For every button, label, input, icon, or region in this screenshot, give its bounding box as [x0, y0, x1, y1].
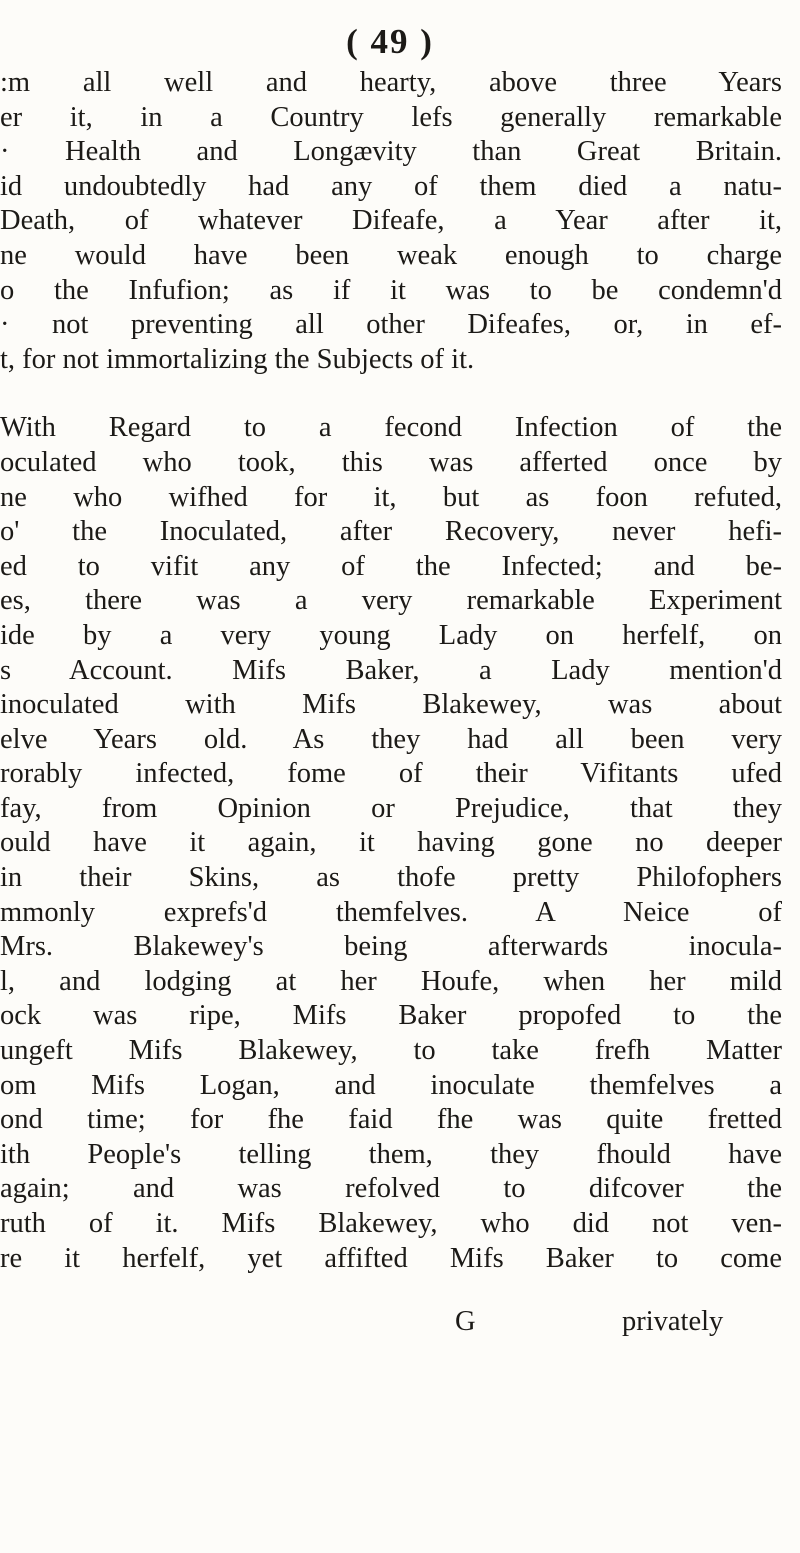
text-line: ide by a very young Lady on herfelf, on [0, 619, 782, 651]
text-line: ith People's telling them, they fhould have [0, 1138, 782, 1170]
text-line: er it, in a Country lefs generally remarkable [0, 101, 782, 133]
text-line: o' the Inoculated, after Recovery, never hefi- [0, 516, 782, 548]
text-line: Mrs. Blakewey's being afterwards inocula- [0, 931, 782, 963]
text-line: mmonly exprefs'd themfelves. A Neice of [0, 896, 782, 928]
text-line: re it herfelf, yet affifted Mifs Baker to come [0, 1242, 782, 1274]
text-line: elve Years old. As they had all been very [0, 723, 782, 755]
text-line: t, for not immortalizing the Subjects of it. [0, 343, 475, 375]
text-line: es, there was a very remarkable Experiment [0, 585, 782, 617]
text-line: rorably infected, fome of their Vifitants ufed [0, 758, 782, 790]
text-line: o the Infufion; as if it was to be condemn'd [0, 274, 782, 306]
text-line: ond time; for fhe faid fhe was quite fretted [0, 1104, 782, 1136]
text-line: inoculated with Mifs Blakewey, was about [0, 689, 782, 721]
text-line: oculated who took, this was afferted once by [0, 446, 782, 478]
text-line: id undoubtedly had any of them died a natu- [0, 170, 782, 202]
page-number: ( 49 ) [346, 22, 434, 61]
text-line: Death, of whatever Difeafe, a Year after it, [0, 205, 782, 237]
text-line: ungeft Mifs Blakewey, to take frefh Matter [0, 1035, 782, 1067]
signature-mark: G [455, 1306, 476, 1337]
page-text [0, 66, 790, 1276]
paragraph-gap [0, 377, 790, 411]
text-line: :m all well and hearty, above three Years [0, 67, 782, 98]
text-line: · not preventing all other Difeafes, or, in ef- [0, 309, 782, 341]
text-line: ould have it again, it having gone no deeper [0, 827, 782, 859]
text-line: ruth of it. Mifs Blakewey, who did not ven- [0, 1208, 782, 1239]
text-line: With Regard to a fecond Infection of the [0, 412, 782, 444]
text-line: ne would have been weak enough to charge [0, 239, 782, 271]
text-line: in their Skins, as thofe pretty Philofophers [0, 862, 782, 894]
text-line: l, and lodging at her Houfe, when her mild [0, 965, 782, 997]
text-line: ed to vifit any of the Infected; and be- [0, 550, 782, 582]
text-line: ne who wifhed for it, but as foon refuted, [0, 481, 782, 513]
catchword: privately [622, 1306, 724, 1337]
text-line: fay, from Opinion or Prejudice, that they [0, 792, 782, 824]
text-line: · Health and Longævity than Great Britain. [0, 136, 782, 168]
text-line: s Account. Mifs Baker, a Lady mention'd [0, 654, 782, 686]
text-line: ock was ripe, Mifs Baker propofed to the [0, 1000, 782, 1032]
text-line: again; and was refolved to difcover the [0, 1173, 782, 1205]
text-line: om Mifs Logan, and inoculate themfelves a [0, 1069, 782, 1101]
